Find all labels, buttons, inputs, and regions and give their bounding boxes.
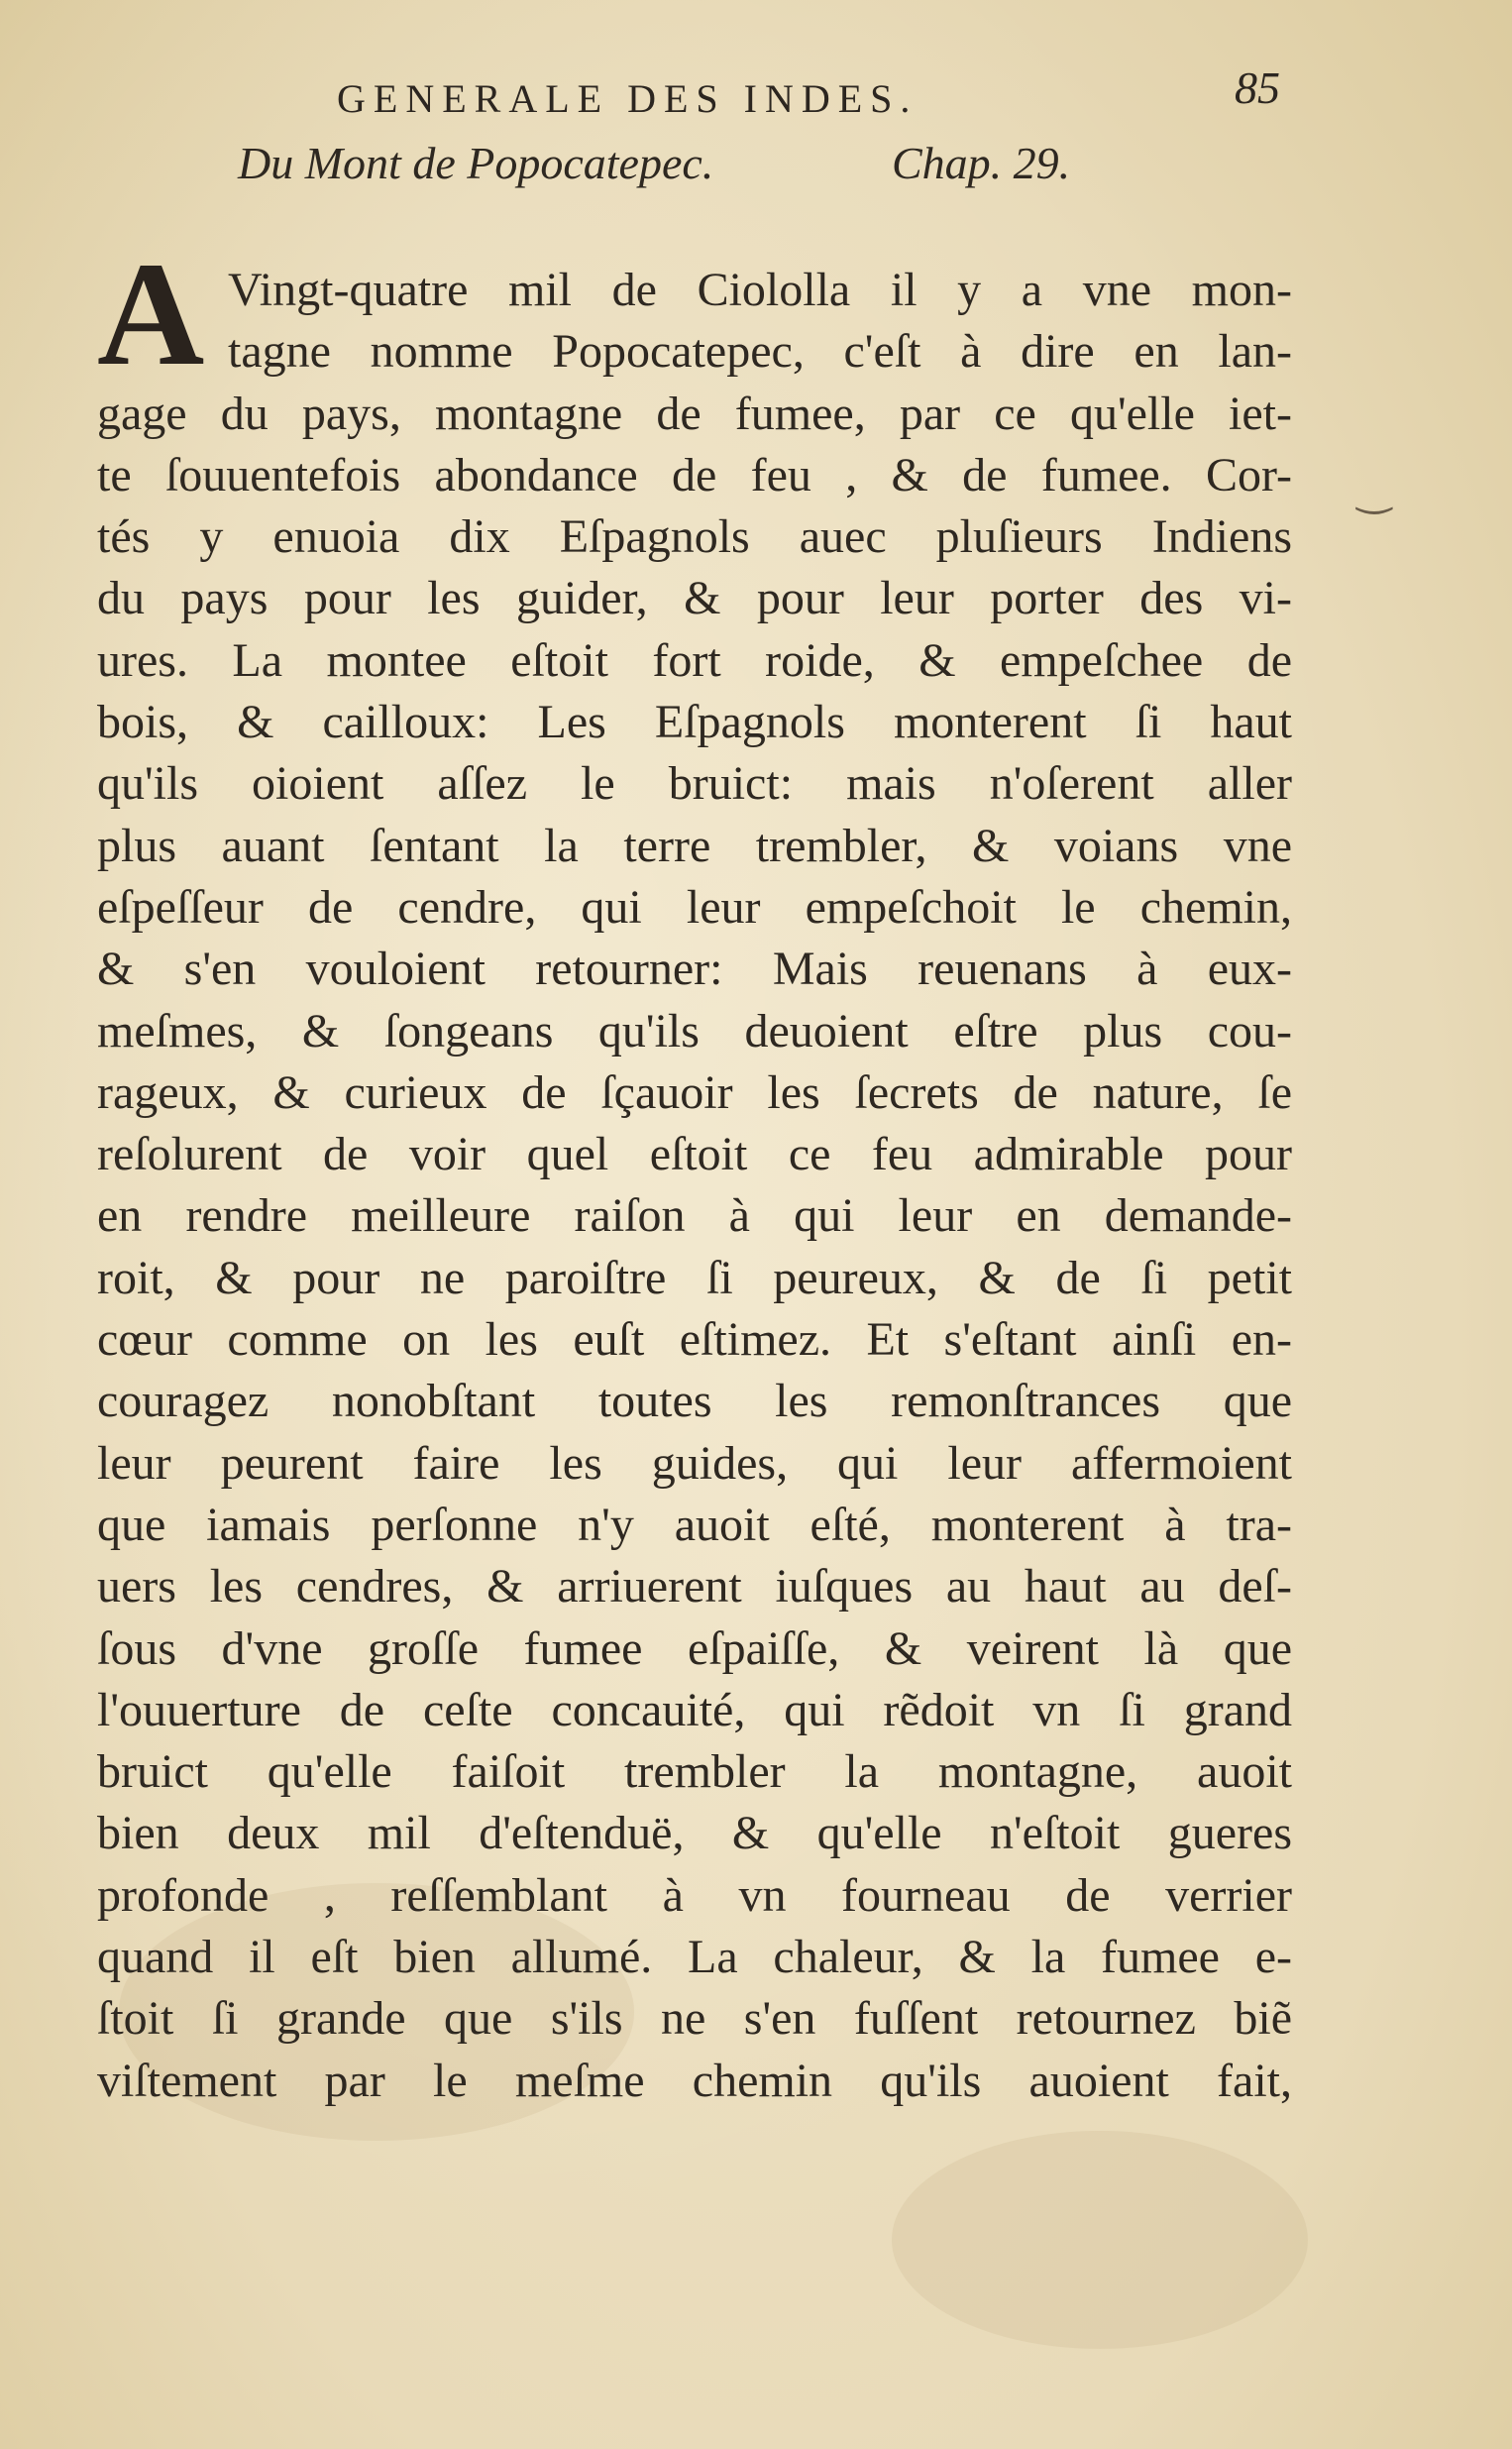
text-line: profonde , reſſemblant à vn fourneau de verrier <box>97 1868 1292 1922</box>
text-line: & s'en vouloient retourner: Mais reuenans à eux- <box>97 943 1292 996</box>
page-number: 85 <box>1235 62 1280 113</box>
text-line: ſous d'vne groſſe fumee eſpaiſſe, & veirent là que <box>97 1621 1292 1675</box>
text-line: meſmes, & ſongeans qu'ils deuoient eſtre plus cou- <box>97 1004 1292 1058</box>
text-line: roit, & pour ne paroiſtre ſi peureux, & de ſi petit <box>97 1251 1292 1304</box>
text-line: uers les cendres, & arriuerent iuſques au haut au deſ- <box>97 1560 1292 1614</box>
text-line: gage du pays, montagne de fumee, par ce qu'elle iet- <box>97 387 1292 440</box>
text-line: du pays pour les guider, & pour leur porter des vi- <box>97 572 1292 625</box>
text-line: quand il eſt bien allumé. La chaleur, & la fumee e- <box>97 1931 1292 1984</box>
text-line: bien deux mil d'eſtenduë, & qu'elle n'eſtoit gueres <box>97 1807 1292 1860</box>
text-line: plus auant ſentant la terre trembler, & voians vne <box>97 819 1292 872</box>
text-line: que iamais perſonne n'y auoit eſté, monterent à tra- <box>97 1498 1292 1551</box>
drop-capital: A <box>97 232 205 396</box>
text-line: tés y enuoia dix Eſpagnols auec pluſieurs Indiens <box>97 510 1292 564</box>
subtitle-text: Du Mont de Popocatepec. <box>238 138 714 188</box>
text-line: en rendre meilleure raiſon à qui leur en demande- <box>97 1189 1292 1243</box>
text-line: leur peurent faire les guides, qui leur affermoient <box>97 1436 1292 1490</box>
text-line: viſtement par le meſme chemin qu'ils auoient fait, <box>97 2054 1292 2107</box>
margin-mark: ‿ <box>1357 469 1391 514</box>
text-line: bois, & cailloux: Les Eſpagnols monterent ſi haut <box>97 696 1292 749</box>
text-line: l'ouuerture de ceſte concauité, qui rẽdoit vn ſi grand <box>97 1683 1292 1736</box>
text-line: tagne nomme Popocatepec, c'eſt à dire en lan- <box>228 325 1292 379</box>
text-line: ures. La montee eſtoit fort roide, & empeſchee de <box>97 633 1292 687</box>
text-line: te ſouuentefois abondance de feu , & de fumee. Cor- <box>97 448 1292 501</box>
text-line: couragez nonobſtant toutes les remonſtrances que <box>97 1375 1292 1428</box>
text-line: qu'ils oioient aſſez le bruict: mais n'oſerent aller <box>97 757 1292 811</box>
text-line: reſolurent de voir quel eſtoit ce feu admirable pour <box>97 1128 1292 1181</box>
body-text <box>97 260 1292 2112</box>
text-line: cœur comme on les euſt eſtimez. Et s'eſtant ainſi en- <box>97 1313 1292 1367</box>
text-line: rageux, & curieux de ſçauoir les ſecrets de nature, ſe <box>97 1065 1292 1119</box>
paper-stain <box>892 2131 1308 2349</box>
text-line: bruict qu'elle faiſoit trembler la montagne, auoit <box>97 1745 1292 1799</box>
text-line: ſtoit ſi grande que s'ils ne s'en fuſſent retournez biẽ <box>97 1992 1292 2046</box>
running-head: GENERALE DES INDES. <box>337 76 918 121</box>
chapter-number: Chap. 29. <box>892 138 1071 188</box>
text-line: Vingt-quatre mil de Ciololla il y a vne mon- <box>228 264 1292 316</box>
text-line: eſpeſſeur de cendre, qui leur empeſchoit le chemin, <box>97 880 1292 934</box>
chapter-subtitle <box>238 137 1071 189</box>
